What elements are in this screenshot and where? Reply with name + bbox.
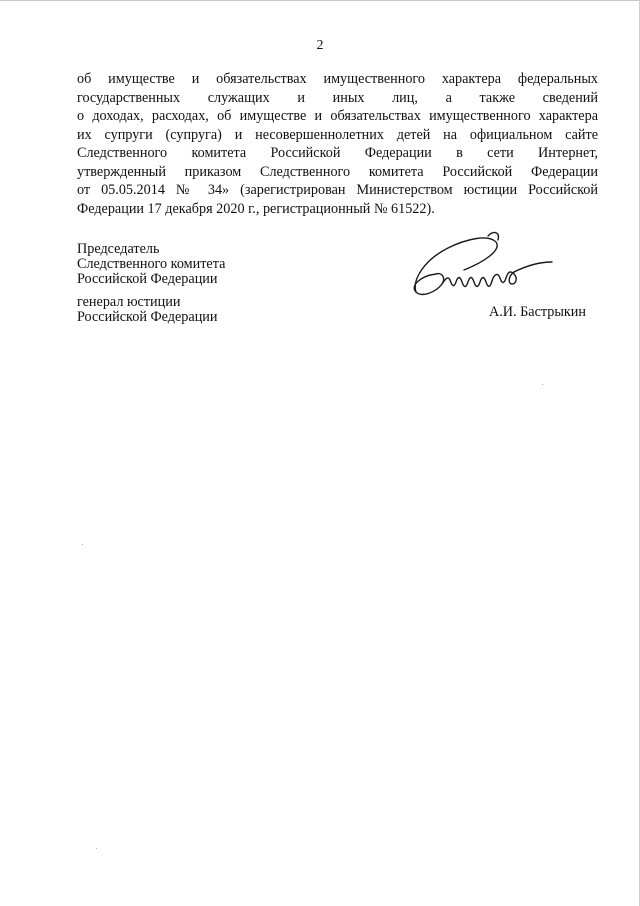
rank-line: генерал юстиции <box>77 294 181 310</box>
signer-name: А.И. Бастрыкин <box>489 304 586 320</box>
paragraph-line: о доходах, расходах, об имуществе и обязательствах имущественного характера <box>77 108 598 124</box>
position-line: Следственного комитета <box>77 256 226 272</box>
paragraph-line: об имуществе и обязательствах имущественного характера федеральных <box>77 71 598 87</box>
scan-speck <box>542 384 543 385</box>
signatory-position <box>77 242 225 287</box>
scan-speck <box>96 848 97 849</box>
paragraph-line: государственных служащих и иных лиц, а также сведений <box>77 89 598 106</box>
signature-icon <box>402 226 564 306</box>
scan-speck <box>82 544 83 545</box>
position-line: Российской Федерации <box>77 271 218 287</box>
paragraph-line: Следственного комитета Российской Федерации в сети Интернет, <box>77 145 598 161</box>
body-paragraph <box>77 70 598 218</box>
rank-line: Российской Федерации <box>77 309 218 325</box>
paragraph-line: их супруги (супруга) и несовершеннолетних детей на официальном сайте <box>77 126 598 143</box>
signatory-rank <box>77 295 217 325</box>
scan-edge-top <box>0 0 640 1</box>
paragraph-line-last: Федерации 17 декабря 2020 г., регистрационный № 61522). <box>77 200 435 217</box>
position-line: Председатель <box>77 241 160 257</box>
page-number: 2 <box>316 38 324 53</box>
paragraph-line: от 05.05.2014 № 34» (зарегистрирован Министерством юстиции Российской <box>77 182 598 198</box>
paragraph-line: утвержденный приказом Следственного комитета Российской Федерации <box>77 163 598 180</box>
